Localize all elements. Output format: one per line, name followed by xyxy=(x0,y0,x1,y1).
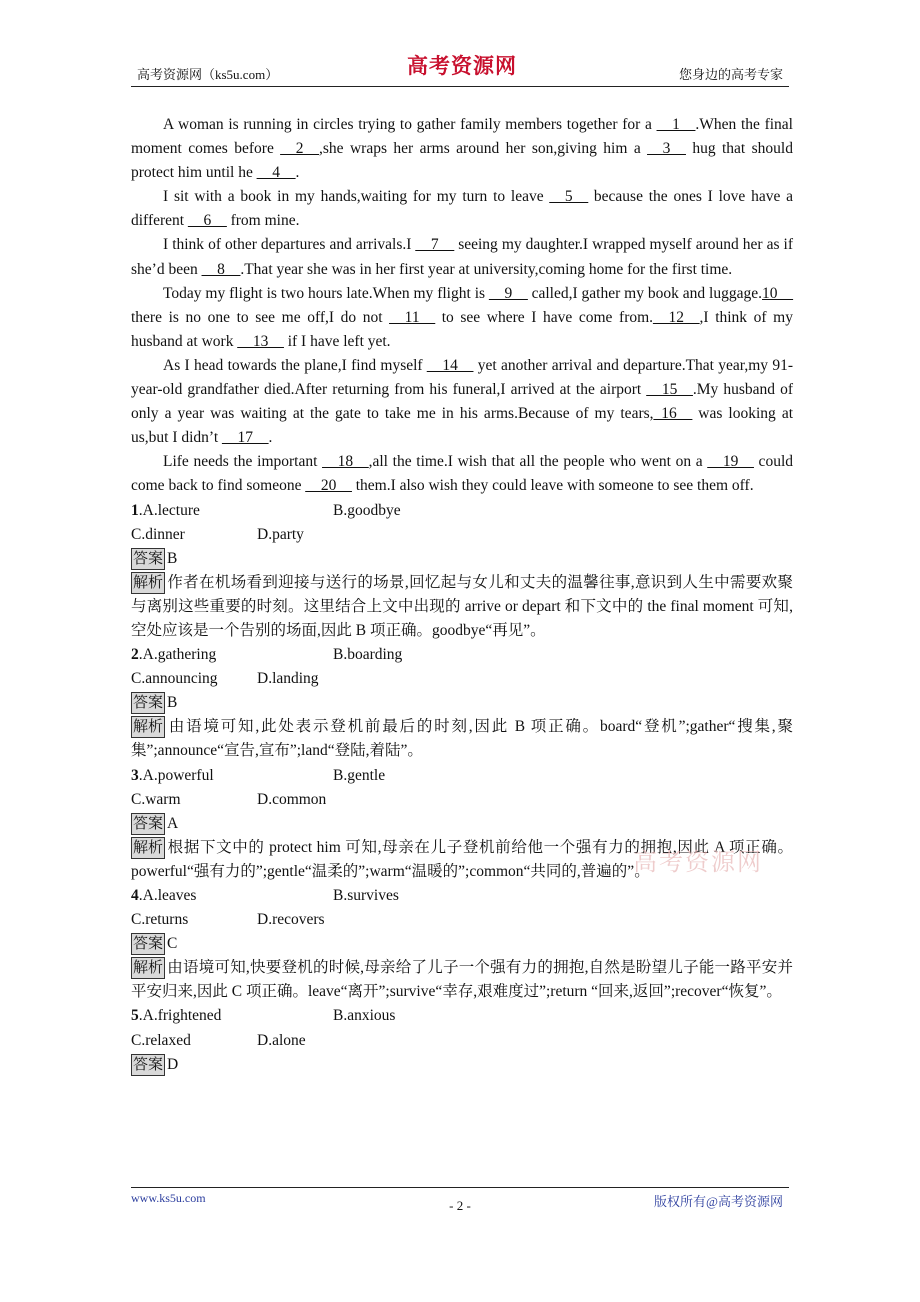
blank: __6__ xyxy=(187,212,227,230)
answer-tag: 答案 xyxy=(131,1054,165,1076)
option-c: C.returns xyxy=(131,911,189,929)
option-a: 3.A.powerful xyxy=(131,766,214,784)
question-options-row xyxy=(131,523,793,547)
header-site-name: 高考资源网（ks5u.com） xyxy=(137,67,279,82)
passage-text: . xyxy=(295,164,300,182)
explanation-text: 根据下文中的 protect him 可知,母亲在儿子登机前给他一个强有力的拥抱,因此 A 项正确。powerful“强有力的”;gentle“温柔的”;warm“温暖的”;common“共同的,普遍的”。 xyxy=(131,838,793,880)
passage-text: .When the final moment comes before xyxy=(131,116,793,158)
blank: __9__ xyxy=(488,284,528,302)
question-options-row xyxy=(131,884,793,908)
passage-text: Life needs the important xyxy=(163,453,323,471)
question-options-row xyxy=(131,499,793,523)
passage-paragraph xyxy=(131,450,793,498)
answer-tag: 答案 xyxy=(131,692,165,714)
question-options-row xyxy=(131,764,793,788)
passage-paragraph xyxy=(131,185,793,233)
explanation-text: 由语境可知,此处表示登机前最后的时刻,因此 B 项正确。board“登机”;gather“搜集,聚集”;announce“宣告,宣布”;land“登陆,着陆”。 xyxy=(131,718,793,760)
answer-value: A xyxy=(167,814,179,832)
option-d: D.party xyxy=(257,525,304,543)
header-logo: 高考资源网 xyxy=(407,54,517,78)
passage-text: seeing my daughter.I wrapped myself around her as if she’d been xyxy=(131,236,793,278)
option-d: D.recovers xyxy=(257,911,325,929)
question-list xyxy=(131,499,793,1077)
explanation xyxy=(131,715,793,763)
answer-value: B xyxy=(167,694,178,712)
page-number: - 2 - xyxy=(449,1198,471,1213)
question-number: 5 xyxy=(131,1007,139,1025)
answer-line xyxy=(131,812,793,836)
explanation-text: 由语境可知,快要登机的时候,母亲给了儿子一个强有力的拥抱,自然是盼望儿子能一路平安并平安归来,因此 C 项正确。leave“离开”;survive“幸存,艰难度过”;return “回来,返回”;recover“恢复”。 xyxy=(131,959,793,1001)
passage-text: A woman is running in circles trying to gather family members together for a xyxy=(163,116,657,133)
page-footer xyxy=(131,1187,789,1209)
answer-value: D xyxy=(167,1055,179,1073)
blank: __7__ xyxy=(415,236,455,254)
explanation-tag: 解析 xyxy=(131,572,165,594)
option-c: C.announcing xyxy=(131,670,218,688)
option-b: B.anxious xyxy=(333,1007,396,1025)
blank: __19__ xyxy=(707,453,754,471)
passage-paragraph xyxy=(131,282,793,354)
passage-text: ,she wraps her arms around her son,giving him a xyxy=(319,140,648,158)
question-number: 2 xyxy=(131,646,139,664)
option-b: B.survives xyxy=(333,887,399,904)
blank: __3__ xyxy=(647,140,686,158)
answer-line xyxy=(131,691,793,715)
page-header xyxy=(131,52,789,87)
option-a: 1.A.lecture xyxy=(131,501,200,519)
question-options-row xyxy=(131,1029,793,1053)
question-options-row xyxy=(131,1004,793,1028)
passage-paragraph xyxy=(131,113,793,185)
option-c: C.dinner xyxy=(131,525,185,543)
answer-tag: 答案 xyxy=(131,933,165,955)
answer-line xyxy=(131,547,793,571)
passage-text: .That year she was in her first year at university,coming home for the first time. xyxy=(240,260,733,278)
header-slogan: 您身边的高考专家 xyxy=(678,67,783,82)
document-body xyxy=(131,113,793,1077)
question-number: 4 xyxy=(131,887,139,904)
option-a: 2.A.gathering xyxy=(131,646,217,664)
blank: __13__ xyxy=(237,332,284,350)
passage-text: . xyxy=(268,429,273,447)
passage-text: I think of other departures and arrivals.I xyxy=(163,236,416,254)
blank: __15__ xyxy=(646,381,693,399)
option-d: D.landing xyxy=(257,670,319,688)
blank: __8__ xyxy=(201,260,241,278)
blank: __5__ xyxy=(549,188,589,206)
blank: __1__ xyxy=(656,116,696,133)
option-d: D.alone xyxy=(257,1031,306,1049)
option-b: B.goodbye xyxy=(333,501,401,519)
passage-text: to see where I have come from. xyxy=(435,308,654,326)
question-options-row xyxy=(131,908,793,932)
option-b: B.gentle xyxy=(333,766,386,784)
footer-url[interactable]: www.ks5u.com xyxy=(131,1191,206,1205)
passage-paragraph xyxy=(131,354,793,450)
question-number: 3 xyxy=(131,766,139,784)
explanation xyxy=(131,956,793,1004)
answer-value: B xyxy=(167,549,178,567)
question-options-row xyxy=(131,667,793,691)
blank: __20__ xyxy=(305,477,352,495)
passage-text: because the ones I love have a different xyxy=(131,188,793,230)
blank: __2__ xyxy=(280,140,319,158)
option-d: D.common xyxy=(257,790,327,808)
passage-text: I sit with a book in my hands,waiting for my turn to leave xyxy=(163,188,550,206)
blank: __11__ xyxy=(389,308,436,326)
question-options-row xyxy=(131,788,793,812)
explanation-tag: 解析 xyxy=(131,837,165,859)
explanation-tag: 解析 xyxy=(131,716,165,738)
question-options-row xyxy=(131,643,793,667)
passage-text: there is no one to see me off,I do not xyxy=(131,308,390,326)
blank: 10__ xyxy=(762,284,793,302)
passage-text: from mine. xyxy=(226,212,300,230)
answer-line xyxy=(131,932,793,956)
passage-paragraph xyxy=(131,233,793,281)
blank: __4__ xyxy=(256,164,296,182)
blank: __14__ xyxy=(426,356,474,374)
explanation-tag: 解析 xyxy=(131,957,165,979)
option-c: C.warm xyxy=(131,790,181,808)
answer-tag: 答案 xyxy=(131,548,165,570)
passage-text: them.I also wish they could leave with someone to see them off. xyxy=(351,477,754,495)
passage-text: ,I think of my husband at work xyxy=(131,308,793,350)
answer-tag: 答案 xyxy=(131,813,165,835)
answer-value: C xyxy=(167,935,178,953)
passage-text: hug that should protect him until he xyxy=(131,140,793,182)
passage-text: was looking at us,but I didn’t xyxy=(131,405,793,447)
blank: __12__ xyxy=(653,308,700,326)
footer-copyright: 版权所有@高考资源网 xyxy=(654,1194,783,1209)
explanation xyxy=(131,571,793,643)
passage-text: could come back to find someone xyxy=(131,453,793,495)
option-a: 4.A.leaves xyxy=(131,887,197,904)
option-c: C.relaxed xyxy=(131,1031,191,1049)
passage-text: yet another arrival and departure.That year,my 91-year-old grandfather died.After returning from his funeral,I arrived at the airport xyxy=(131,356,793,399)
blank: __17__ xyxy=(222,429,269,447)
option-b: B.boarding xyxy=(333,646,403,664)
answer-line xyxy=(131,1053,793,1077)
watermark: 高考资源网 xyxy=(633,850,763,876)
blank: _16__ xyxy=(653,405,693,423)
passage-text: called,I gather my book and luggage. xyxy=(527,284,762,302)
passage-text: As I head towards the plane,I find myself xyxy=(163,356,427,374)
passage xyxy=(131,113,793,499)
passage-text: ,all the time.I wish that all the people who went on a xyxy=(368,453,708,471)
explanation-text: 作者在机场看到迎接与送行的场景,回忆起与女儿和丈夫的温馨往事,意识到人生中需要欢聚与离别这些重要的时刻。这里结合上文中出现的 arrive or depart 和下文中的 the final moment 可知,空处应该是一个告别的场面,因此 B 项正确。goodbye“再见”。 xyxy=(131,573,793,639)
passage-text: .My husband of only a year was waiting at the gate to take me in his arms.Because of my tears, xyxy=(131,381,793,423)
passage-text: Today my flight is two hours late.When my flight is xyxy=(163,284,489,302)
passage-text: if I have left yet. xyxy=(283,332,391,350)
option-a: 5.A.frightened xyxy=(131,1007,222,1025)
blank: __18__ xyxy=(322,453,369,471)
question-number: 1 xyxy=(131,501,139,519)
